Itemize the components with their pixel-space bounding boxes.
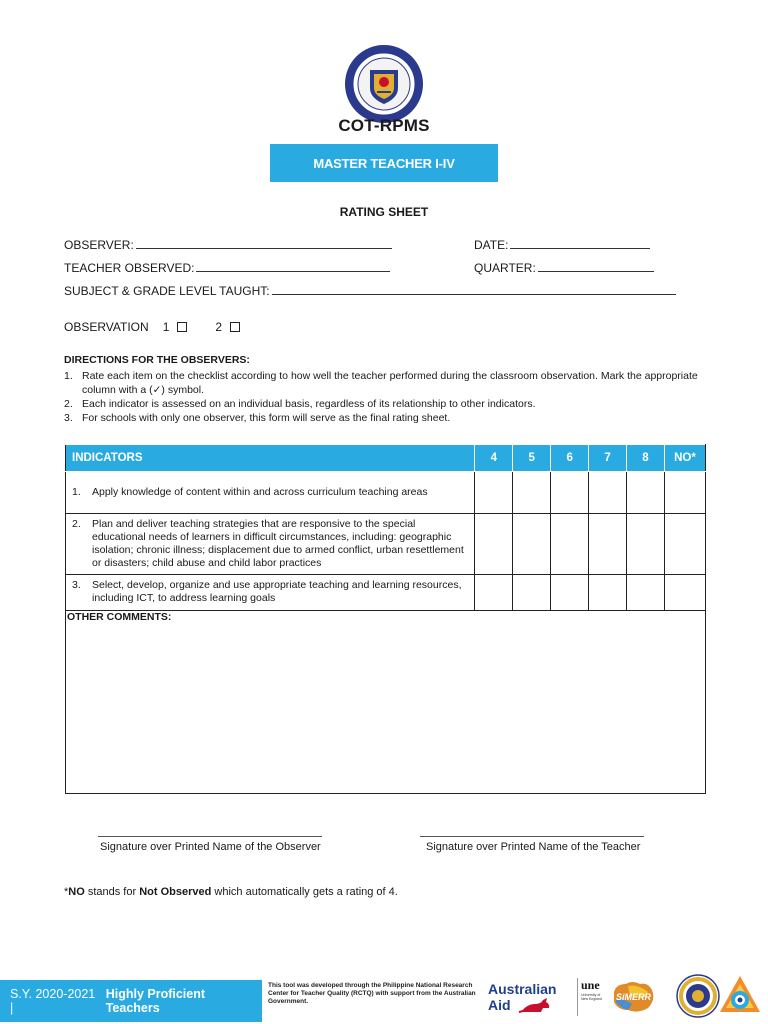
rating-cell[interactable] [664,514,705,575]
subject-grade-field[interactable] [64,284,676,298]
indicator-number: 1. [72,486,81,498]
rating-cell[interactable] [627,514,665,575]
sheet-title: RATING SHEET [339,205,429,219]
directions-heading: DIRECTIONS FOR THE OBSERVERS: [64,354,250,366]
observer-signature-line[interactable] [98,836,322,837]
development-note: This tool was developed through the Philippine National Research Center for Teacher Quality (RCTQ) with support from the Australian Government. [268,982,476,1005]
rating-cell[interactable] [475,472,513,514]
teacher-observed-label: TEACHER OBSERVED: [64,261,195,275]
observation-2-checkbox[interactable] [230,322,240,332]
direction-number: 1. [64,370,73,382]
observation-option-1-label: 1 [162,320,170,334]
table-row [66,472,706,514]
observer-line [136,238,392,249]
rating-cell[interactable] [475,514,513,575]
rating-cell[interactable] [589,514,627,575]
subject-grade-line [272,284,676,295]
rating-cell[interactable] [513,472,551,514]
quarter-field[interactable] [474,261,654,275]
position-band: MASTER TEACHER I-IV [270,144,498,182]
note-no: NO [68,886,85,898]
rating-4-header: 4 [475,445,513,472]
observer-signature-label: Signature over Printed Name of the Observer [100,841,321,853]
simerr-wordmark: SiMERR [616,992,652,1002]
indicator-cell [66,575,475,611]
direction-text: Each indicator is assessed on an individual basis, regardless of its relationship to other indicators. [82,398,536,410]
teacher-observed-field[interactable] [64,261,390,275]
indicator-cell [66,514,475,575]
school-year: S.Y. 2020-2021 | [10,987,96,1015]
rating-7-header: 7 [589,445,627,472]
table-row [66,514,706,575]
not-observed-header: NO* [664,445,705,472]
direction-number: 2. [64,398,73,410]
footer-band [0,980,262,1022]
quarter-line [538,261,654,272]
rating-cell[interactable] [475,575,513,611]
date-field[interactable] [474,238,650,252]
rating-cell[interactable] [551,472,589,514]
aid-line-1: Australian [488,981,557,997]
indicator-number: 2. [72,518,81,530]
observation-1-checkbox[interactable] [177,322,187,332]
rating-cell[interactable] [627,575,665,611]
rating-cell[interactable] [664,472,705,514]
table-header-row [66,445,706,472]
rating-cell[interactable] [589,472,627,514]
note-mid: stands for [84,886,140,898]
direction-item [64,369,704,397]
rating-cell[interactable] [513,514,551,575]
une-subtitle: University of New England [581,993,602,1001]
other-comments-label: OTHER COMMENTS: [67,611,172,623]
date-line [510,238,650,249]
rating-5-header: 5 [513,445,551,472]
direction-item [64,397,704,411]
simerr-logo [608,978,658,1018]
rating-table [65,444,706,611]
rating-6-header: 6 [551,445,589,472]
deped-seal-logo [344,44,424,124]
une-wordmark: une [581,978,600,992]
program-name: Highly Proficient Teachers [105,987,206,1015]
observer-field[interactable] [64,238,392,252]
indicators-header: INDICATORS [66,445,475,472]
not-observed-note [64,886,398,898]
indicator-text: Plan and deliver teaching strategies that are responsive to the special educational needs of learners in difficult circumstances, including: geographic isolation; chronic illness; displacement due to armed conflict, urban resettlement or disasters; child abuse and child labor practices [92,518,464,569]
note-not-observed: Not Observed [139,886,212,898]
direction-number: 3. [64,412,73,424]
indicator-cell [66,472,475,514]
observation-selector [64,320,240,334]
date-label: DATE: [474,238,509,252]
table-row [66,575,706,611]
rating-8-header: 8 [627,445,665,472]
note-suffix: which automatically gets a rating of 4. [211,886,398,898]
rating-cell[interactable] [513,575,551,611]
observation-option-2-label: 2 [215,320,223,334]
other-comments-box[interactable] [65,608,706,794]
observation-label: OBSERVATION [64,320,149,334]
rating-cell[interactable] [551,514,589,575]
directions-list [64,369,704,425]
teacher-signature-line[interactable] [420,836,644,837]
rating-cell[interactable] [551,575,589,611]
rctq-seal-logo [676,974,720,1018]
teacher-observed-line [196,261,390,272]
australian-aid-logo [488,982,568,1018]
observer-label: OBSERVER: [64,238,134,252]
direction-item [64,411,704,425]
teacher-signature-label: Signature over Printed Name of the Teacher [426,841,641,853]
document-title: COT-RPMS [338,116,430,135]
quarter-label: QUARTER: [474,261,536,275]
indicator-number: 3. [72,579,81,591]
indicator-text: Select, develop, organize and use appropriate teaching and learning resources, including ICT, to address learning goals [92,579,462,604]
kangaroo-icon [517,996,553,1014]
une-logo [577,978,603,1016]
rating-cell[interactable] [627,472,665,514]
rating-cell[interactable] [589,575,627,611]
swirl-logo [716,972,764,1020]
rating-cell[interactable] [664,575,705,611]
note-asterisk: * [64,886,69,898]
direction-text: For schools with only one observer, this form will serve as the final rating sheet. [82,412,451,424]
aid-line-2: Aid [488,997,511,1013]
indicator-text: Apply knowledge of content within and across curriculum teaching areas [92,486,428,498]
subject-grade-label: SUBJECT & GRADE LEVEL TAUGHT: [64,284,270,298]
direction-text: Rate each item on the checklist according to how well the teacher performed during the classroom observation. Mark the appropriate column with a (✓) symbol. [82,370,698,396]
